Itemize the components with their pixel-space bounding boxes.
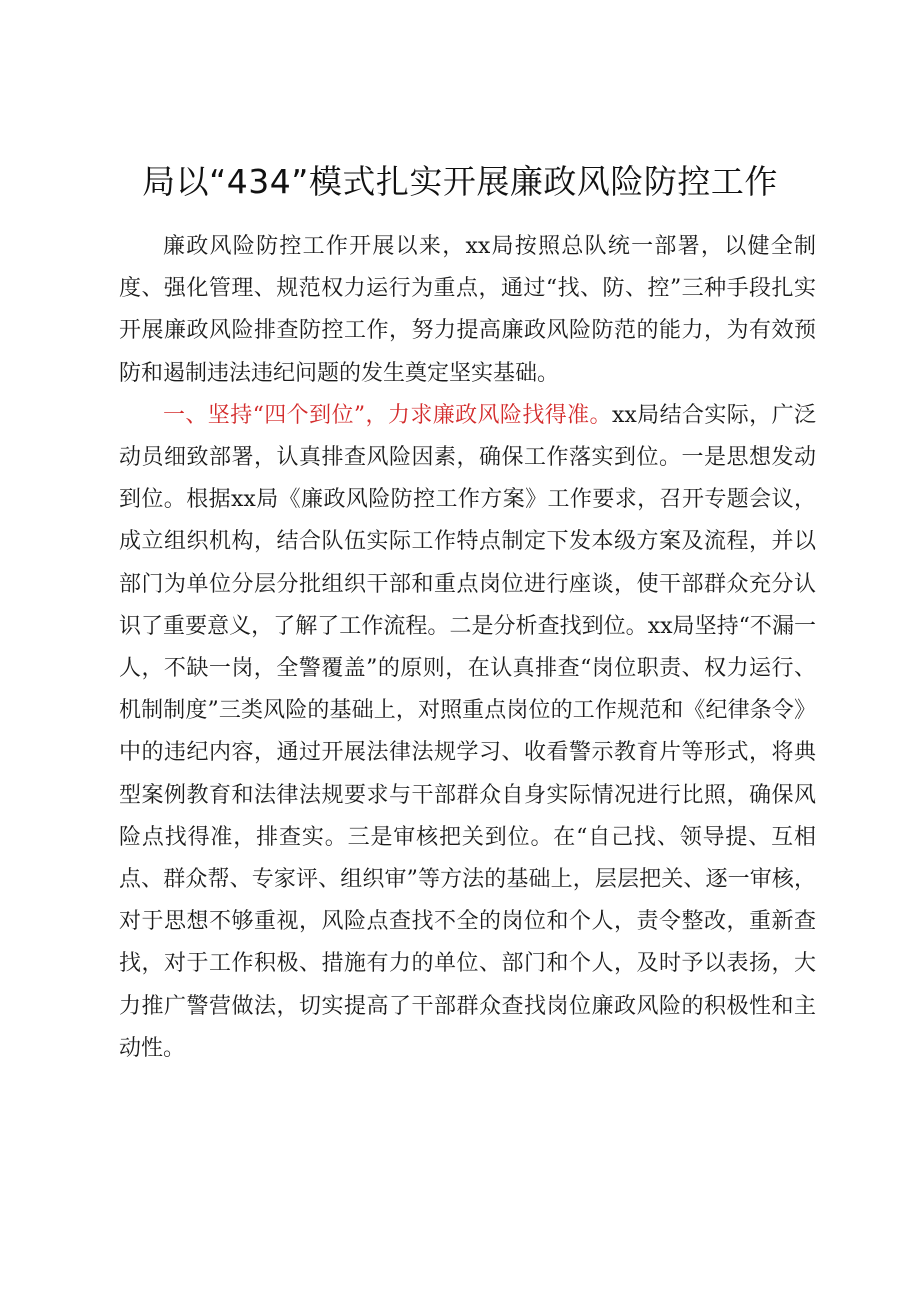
section-1-paragraph [119, 395, 816, 1070]
section-1-body: xx局结合实际，广泛动员细致部署，认真排查风险因素，确保工作落实到位。一是思想发动到位。根据xx局《廉政风险防控工作方案》工作要求，召开专题会议，成立组织机构，结合队伍实际工作特点制定下发本级方案及流程，并以部门为单位分层分批组织干部和重点岗位进行座谈，使干部群众充分认识了重要意义，了解了工作流程。二是分析查找到位。xx局坚持“不漏一人，不缺一岗，全警覆盖”的原则，在认真排查“岗位职责、权力运行、机制制度”三类风险的基础上，对照重点岗位的工作规范和《纪律条令》中的违纪内容，通过开展法律法规学习、收看警示教育片等形式，将典型案例教育和法律法规要求与干部群众自身实际情况进行比照，确保风险点找得准，排查实。三是审核把关到位。在“自己找、领导提、互相点、群众帮、专家评、组织审”等方法的基础上，层层把关、逐一审核，对于思想不够重视，风险点查找不全的岗位和个人，责令整改，重新查找，对于工作积极、措施有力的单位、部门和个人，及时予以表扬，大力推广警营做法，切实提高了干部群众查找岗位廉政风险的积极性和主动性。 [119, 402, 816, 1061]
section-1-heading: 一、坚持“四个到位”，力求廉政风险找得准。 [163, 402, 612, 428]
intro-paragraph: 廉政风险防控工作开展以来，xx局按照总队统一部署，以健全制度、强化管理、规范权力运行为重点，通过“找、防、控”三种手段扎实开展廉政风险排查防控工作，努力提高廉政风险防范的能力，为有效预防和遏制违法违纪问题的发生奠定坚实基础。 [119, 234, 816, 386]
document-title: 局以“434”模式扎实开展廉政风险防控工作 [142, 162, 778, 201]
document-body [119, 226, 816, 1070]
